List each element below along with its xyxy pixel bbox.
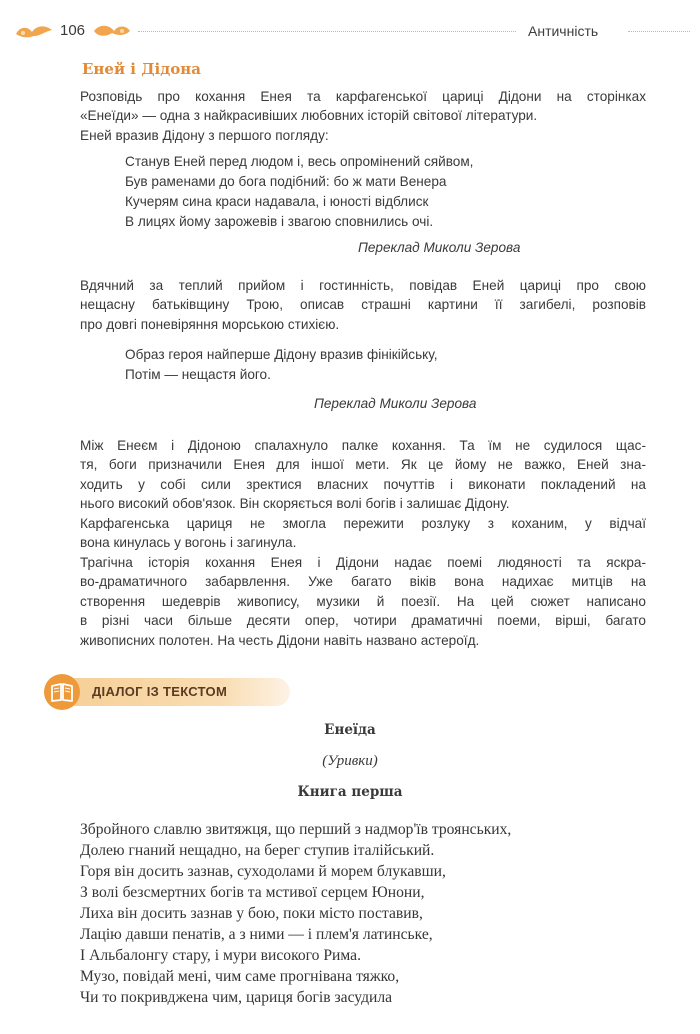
translation-credit: Переклад Миколи Зерова	[358, 240, 521, 255]
text-line: в різні часи більше десяти опер, чотири драматичні поеми, вірші, багато	[80, 613, 646, 629]
header-rule	[138, 31, 516, 32]
section-heading: Еней і Дідона	[82, 60, 201, 78]
poem-line: І Альбалонгу стару, і мури високого Рима.	[80, 947, 361, 964]
verse-quote-1	[125, 152, 473, 232]
text-line: Розповідь про кохання Енея та карфагенської цариці Дідони на сторінках	[80, 89, 646, 104]
poem-excerpt	[80, 819, 511, 1008]
text-line: Еней вразив Дідону з першого погляду:	[80, 127, 329, 143]
page-number: 106	[60, 22, 86, 39]
text-line: живописних полотен. На честь Дідони навіть названо астероїд.	[80, 632, 480, 648]
verse-quote-2	[125, 345, 438, 385]
paragraph	[80, 276, 646, 334]
page-header	[0, 0, 700, 62]
verse-line: Потім — нещастя його.	[125, 367, 271, 382]
text-line: створення шедеврів живопису, музики й поезії. На цей сюжет написано	[80, 593, 646, 609]
paragraph	[80, 553, 646, 650]
intro-paragraph	[80, 87, 646, 145]
text-line: тя, боги призначили Енея для іншої мети. Як це йому не важко, Еней зна-	[80, 457, 646, 473]
poem-line: Горя він досить зазнав, суходолами й морем блукавши,	[80, 863, 446, 880]
book-icon	[44, 674, 80, 710]
text-line: «Енеїди» — одна з найкрасивіших любовних історій світової літератури.	[80, 108, 538, 124]
poem-title: Енеїда	[324, 722, 376, 738]
poem-line: З волі безсмертних богів та мстивої серцем Юнони,	[80, 884, 425, 901]
verse-line: Кучерям сина краси надавала, і юності відблиск	[125, 194, 429, 209]
poem-line: Долею гнаний нещадно, на берег ступив італійський.	[80, 842, 435, 859]
text-line: Між Енеєм і Дідоною спалахнуло палке кохання. Та їм не судилося щас-	[80, 438, 646, 453]
text-line: про довгі поневіряння морською стихією.	[80, 316, 340, 332]
paragraph	[80, 436, 646, 514]
text-line: Вдячний за теплий прийом і гостинність, повідав Еней цариці про свою	[80, 278, 646, 293]
poem-line: Збройного славлю звитяжця, що перший з надмор'їв троянських,	[80, 821, 512, 838]
verse-line: Образ героя найперше Дідону вразив фінікійську,	[125, 347, 438, 362]
paragraph	[80, 514, 646, 553]
text-line: нього високий обов'язок. Він скоряється волі богів і залишає Дідону.	[80, 496, 510, 512]
translation-credit: Переклад Миколи Зерова	[314, 396, 477, 411]
text-line: ходить у собі сили зректися власних почуттів і виконати покладений на	[80, 476, 646, 492]
text-line: нещасну батьківщину Трою, описав страшні картини її загибелі, розповів	[80, 297, 646, 313]
ornament-right-icon	[92, 21, 132, 39]
poem-subtitle: (Уривки)	[322, 753, 378, 769]
book-badge	[44, 674, 80, 710]
poem-line: Чи то покривджена чим, цариця богів засудила	[80, 989, 393, 1006]
poem-book-title: Книга перша	[297, 784, 403, 800]
header-rule-right	[628, 31, 690, 32]
text-line: вона кинулась у вогонь і загинула.	[80, 535, 297, 551]
dialog-label: ДІАЛОГ ІЗ ТЕКСТОМ	[92, 684, 228, 699]
poem-line: Музо, повідай мені, чим саме прогнівана тяжко,	[80, 968, 400, 985]
text-line: Карфагенська цариця не змогла пережити розлуку з коханим, у відчаї	[80, 516, 646, 531]
verse-line: В лицях йому зарожевів і звагою сповнились очі.	[125, 214, 434, 229]
text-line: во-драматичного забарвлення. Уже багато віків вона надихає митців на	[80, 574, 646, 590]
verse-line: Станув Еней перед людом і, весь опромінений сяйвом,	[125, 154, 474, 169]
text-line: Трагічна історія кохання Енея і Дідони надає поемі людяності та яскра-	[80, 555, 646, 570]
dialog-with-text-banner	[44, 674, 290, 710]
ornament-left-icon	[14, 22, 54, 40]
poem-line: Лацію давши пенатів, а з ними — і плем'я латинське,	[80, 926, 433, 943]
section-title: Античність	[528, 23, 599, 39]
verse-line: Був раменами до бога подібний: бо ж мати Венера	[125, 174, 447, 189]
poem-line: Лиха він досить зазнав у бою, поки місто поставив,	[80, 905, 423, 922]
